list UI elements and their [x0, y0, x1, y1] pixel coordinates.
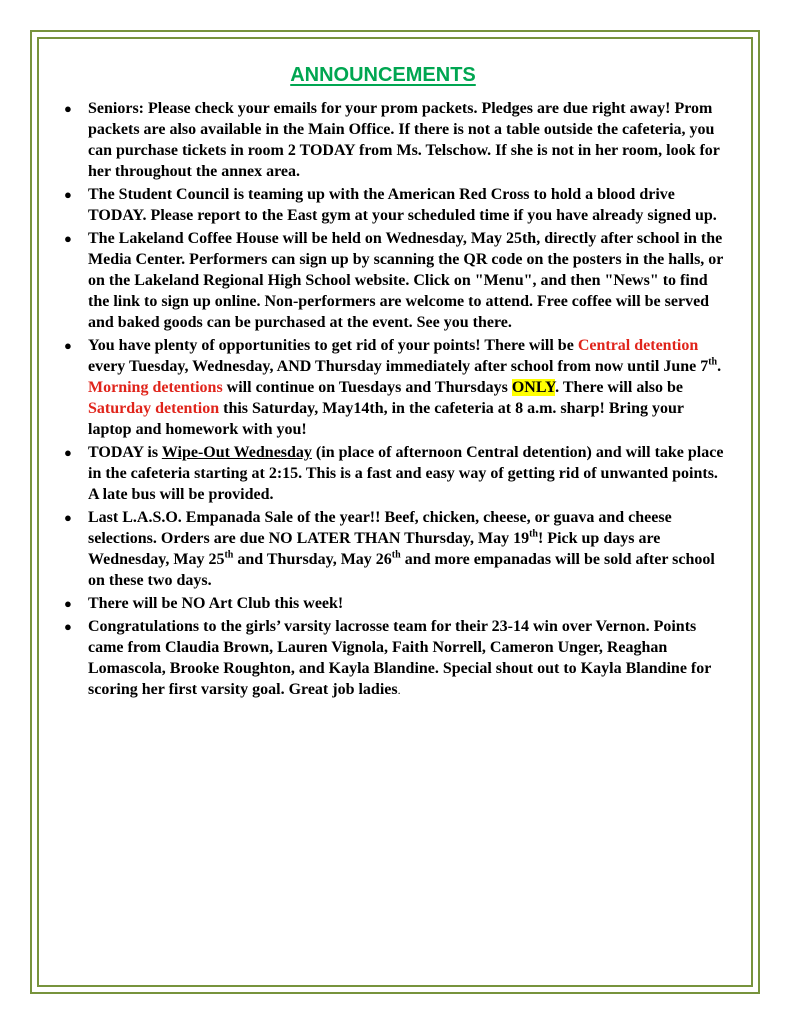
bullet-icon: ●: [64, 596, 72, 611]
announcement-text: The Lakeland Coffee House will be held on Wednesday, May 25th, directly after school in the Media Center. Performers can sign up by scanning the QR code on the posters in the halls, or on the Lakeland Regional High School website. Click on "Menu", and then "News" to find the link to sign up online. Non-performers are welcome to attend. Free coffee will be served and baked goods can be purchased at the event. See you there.: [88, 230, 724, 331]
bullet-icon: ●: [64, 510, 72, 525]
bullet-icon: ●: [64, 187, 72, 202]
text-segment: will continue on Tuesdays and Thursdays: [222, 379, 512, 396]
ordinal-suffix: th: [708, 356, 718, 368]
text-segment: TODAY is: [88, 444, 162, 461]
announcement-text: There will be NO Art Club this week!: [88, 595, 344, 612]
bullet-icon: ●: [64, 231, 72, 246]
central-detention-text: Central detention: [577, 337, 699, 354]
highlighted-only-text: ONLY: [511, 379, 556, 396]
announcement-blood-drive: [64, 184, 728, 226]
text-segment: and more empanadas will be sold after school on these two days.: [88, 551, 715, 589]
announcement-coffee-house: [64, 228, 728, 333]
morning-detentions-text: Morning detentions: [88, 379, 223, 396]
bullet-icon: ●: [64, 445, 72, 460]
ordinal-suffix: th: [529, 528, 538, 540]
text-segment: every Tuesday, Wednesday, AND Thursday immediately after school from now until June 7: [88, 358, 709, 375]
announcement-empanada-sale: [64, 507, 728, 591]
announcement-detention: [64, 335, 728, 440]
announcement-text: The Student Council is teaming up with the American Red Cross to hold a blood drive TODAY. Please report to the East gym at your scheduled time if you have already signed up.: [88, 186, 717, 224]
text-segment: .: [397, 683, 401, 697]
ordinal-suffix: th: [224, 549, 234, 561]
text-segment: this Saturday, May14th, in the cafeteria at 8 a.m. sharp! Bring your laptop and homework with you!: [88, 400, 684, 438]
announcement-list: [64, 98, 728, 703]
announcement-text: Seniors: Please check your emails for your prom packets. Pledges are due right away! Prom packets are also available in the Main Office. If there is not a table outside the cafeteria, you can purchase tickets in room 2 TODAY from Ms. Telschow. If she is not in her room, look for her throughout the annex area.: [88, 100, 720, 180]
announcement-prom: [64, 98, 728, 182]
bullet-icon: ●: [64, 338, 72, 353]
ordinal-suffix: th: [391, 549, 401, 561]
text-segment: (in place of afternoon Central detention) and will take place in the cafeteria starting at 2:15. This is a fast and easy way of getting rid of unwanted points. A late bus will be provided.: [88, 444, 724, 503]
saturday-detention-text: Saturday detention: [88, 400, 220, 417]
text-segment: . There will also be: [555, 379, 683, 396]
text-segment: You have plenty of opportunities to get rid of your points! There will be: [88, 337, 578, 354]
announcement-wipe-out: [64, 442, 728, 505]
text-segment: and Thursday, May 26: [233, 551, 392, 568]
text-segment: ! Pick up days are Wednesday, May 25: [88, 530, 661, 568]
bullet-icon: ●: [64, 619, 72, 634]
announcement-lacrosse: [64, 616, 728, 701]
announcement-art-club: [64, 593, 728, 614]
wipe-out-wednesday-text: Wipe-Out Wednesday: [161, 444, 312, 461]
bullet-icon: ●: [64, 101, 72, 116]
text-segment: .: [717, 358, 722, 375]
text-segment: Last L.A.S.O. Empanada Sale of the year!! Beef, chicken, cheese, or guava and cheese selections. Orders are due NO LATER THAN Thursday, May 19: [88, 509, 672, 547]
page-title: ANNOUNCEMENTS: [290, 64, 476, 86]
text-segment: Congratulations to the girls’ varsity lacrosse team for their 23-14 win over Vernon. Points came from Claudia Brown, Lauren Vignola, Faith Norrell, Cameron Unger, Reaghan Lomascola, Brooke Roughton, and Kayla Blandine. Special shout out to Kayla Blandine for scoring her first varsity goal. Great job ladies: [88, 618, 712, 698]
